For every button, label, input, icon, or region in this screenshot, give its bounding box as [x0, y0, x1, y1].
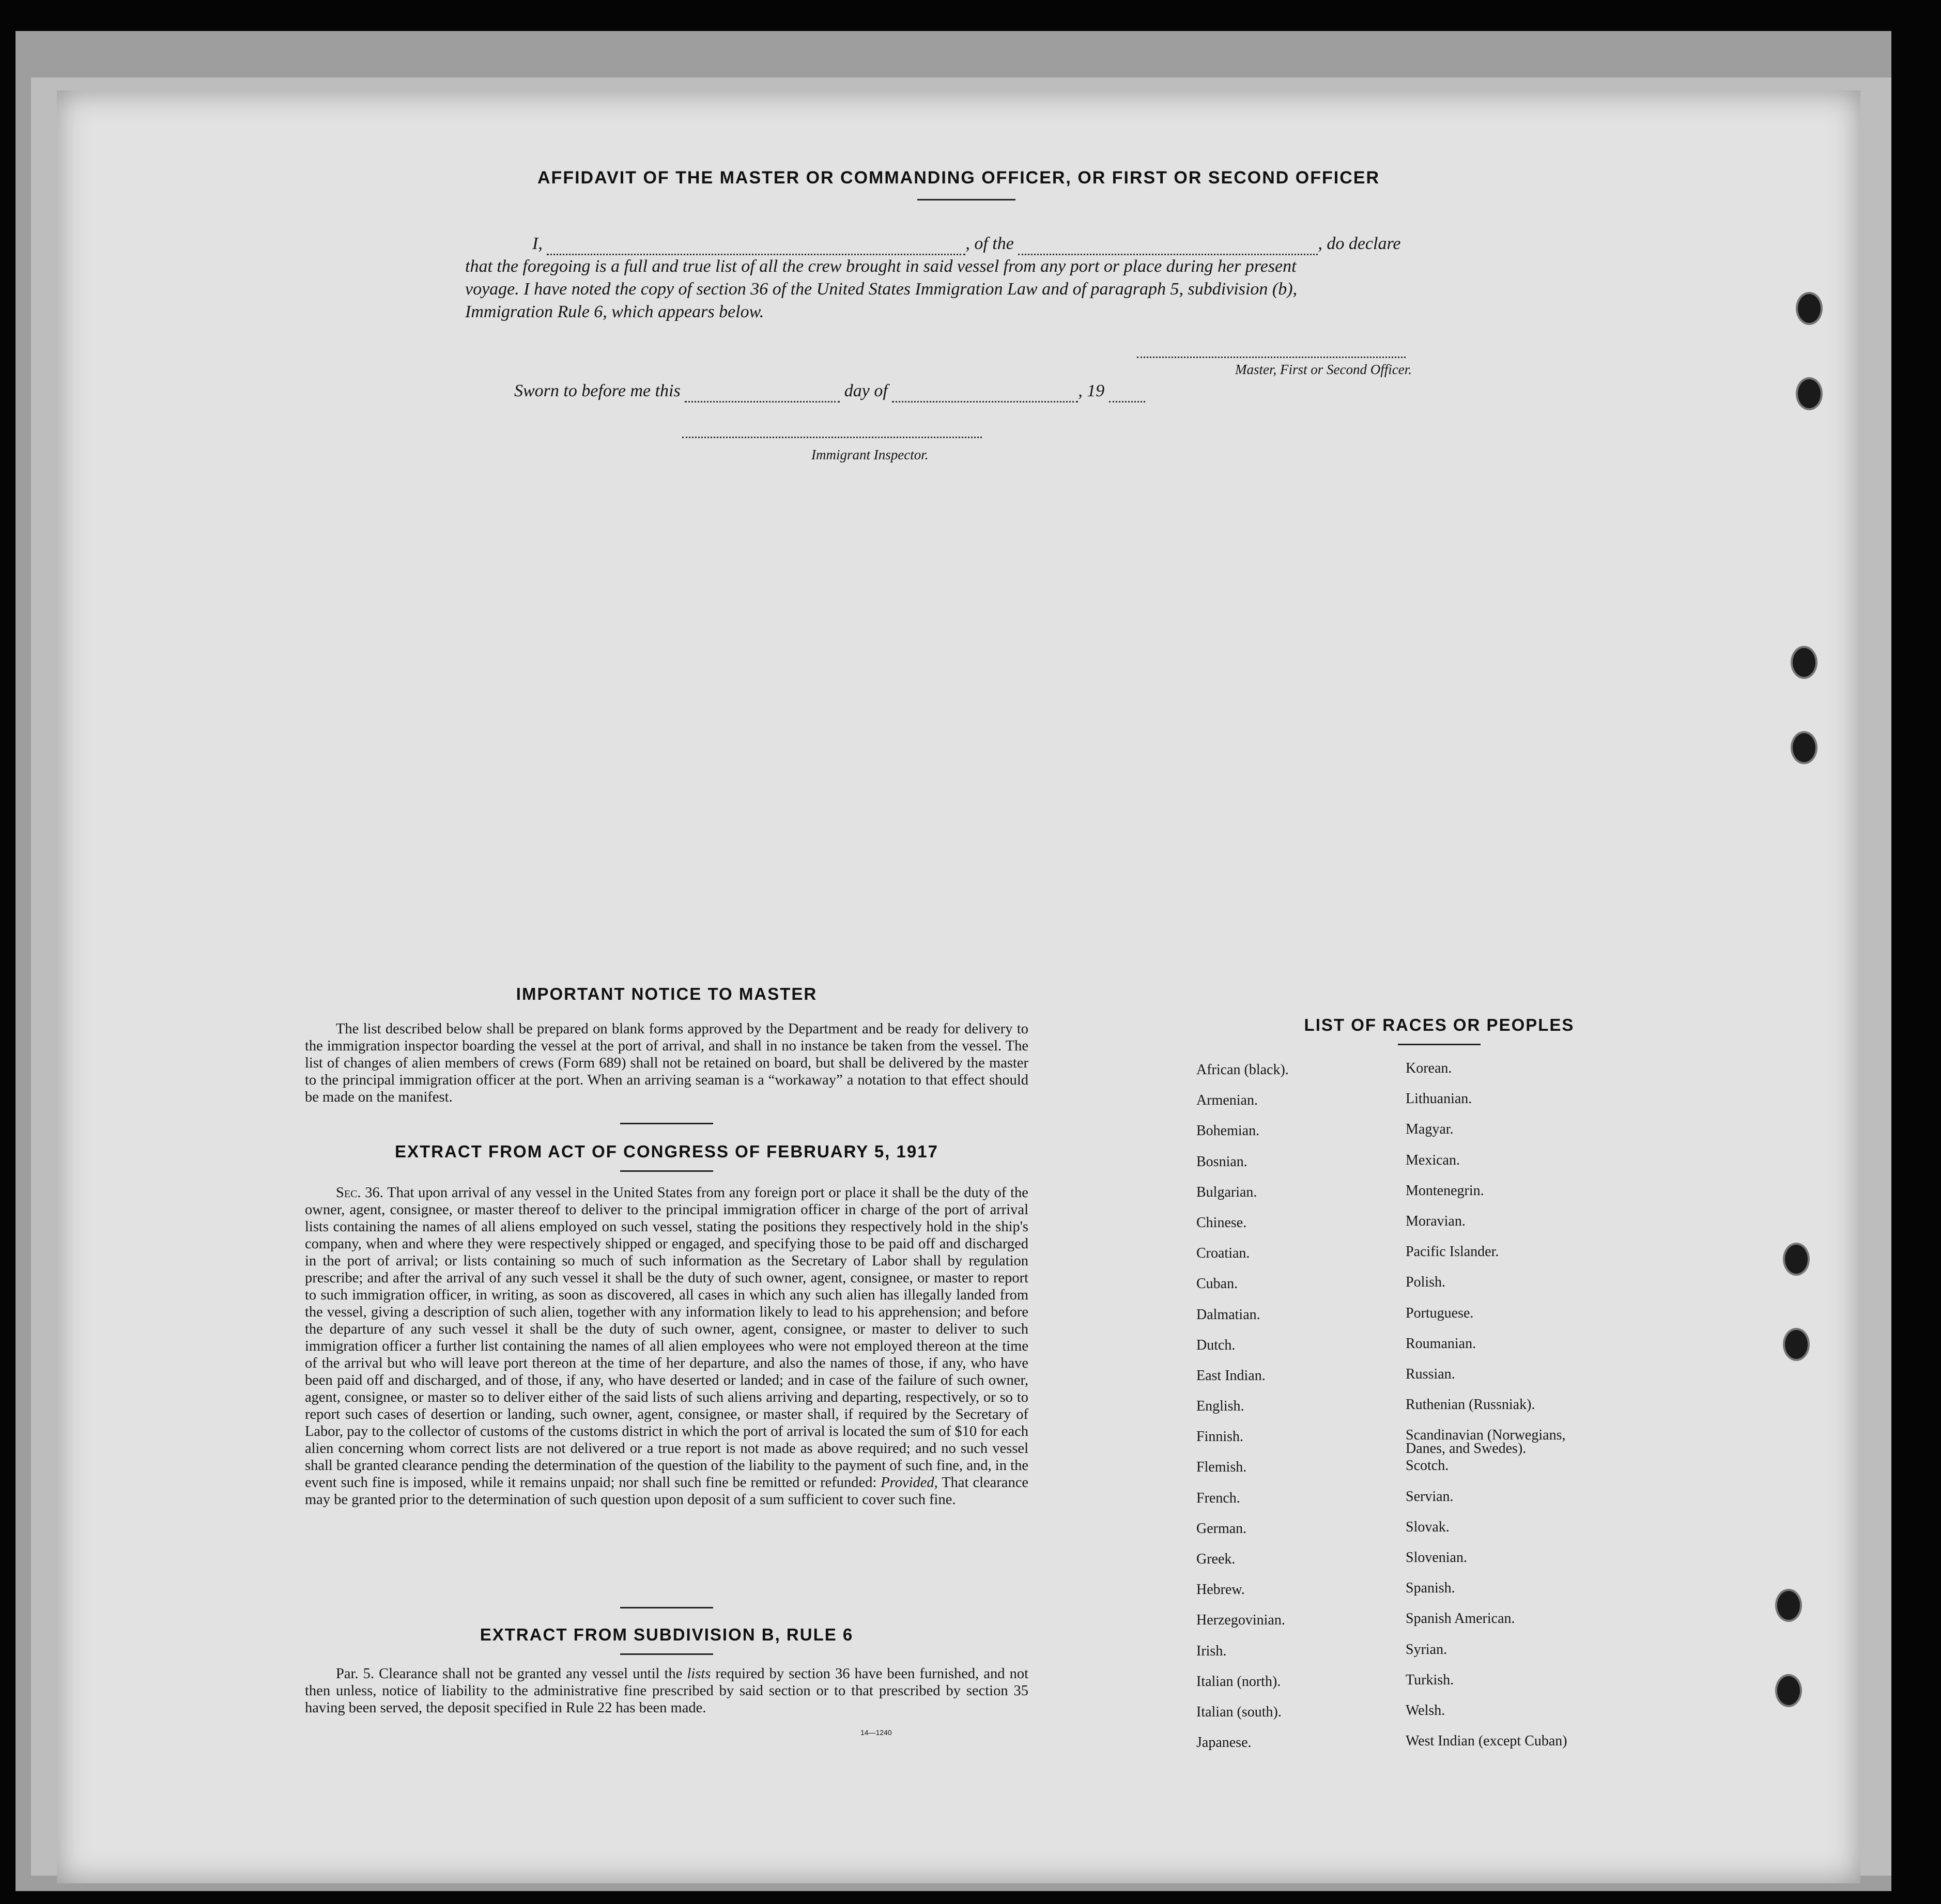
- race-item: Italian (north).: [1196, 1673, 1281, 1690]
- races-list: [1196, 1062, 1661, 1765]
- master-signature-line: [1137, 357, 1406, 358]
- affidavit-of-the: , of the: [965, 234, 1014, 253]
- affidavit-i-label: I,: [532, 234, 543, 253]
- race-item: German.: [1196, 1520, 1247, 1537]
- races-row: [1196, 1368, 1661, 1398]
- race-item: Slovak.: [1406, 1519, 1450, 1535]
- affidavit-line-3: voyage. I have noted the copy of section 36 of the United States Immigration Law and of paragraph 5, subdivision (b),: [465, 280, 1298, 299]
- race-item: Spanish American.: [1406, 1611, 1515, 1627]
- races-row: [1196, 1154, 1661, 1184]
- affidavit-heading: AFFIDAVIT OF THE MASTER OR COMMANDING OFFICER, OR FIRST OR SECOND OFFICER: [537, 168, 1380, 188]
- races-row: [1196, 1215, 1661, 1245]
- divider: [620, 1123, 713, 1124]
- race-item: Bohemian.: [1196, 1123, 1260, 1139]
- races-row: [1196, 1307, 1661, 1337]
- race-item: Dalmatian.: [1196, 1306, 1260, 1323]
- divider: [620, 1607, 713, 1608]
- sworn-day-of: day of: [844, 381, 888, 400]
- race-item: Russian.: [1406, 1366, 1455, 1382]
- master-signature-label: Master, First or Second Officer.: [1235, 362, 1412, 377]
- rule-text-2: required by section 36 have been furnished, and not then unless, notice of liability to the administrative fine prescribed by said section or to that prescribed by section 35 having been served, the deposit specified in Rule 22 has been made.: [305, 1666, 1029, 1716]
- race-item: Slovenian.: [1406, 1550, 1467, 1566]
- binder-hole-icon: [1791, 731, 1817, 764]
- race-item: Mexican.: [1406, 1152, 1460, 1168]
- race-item: Armenian.: [1196, 1092, 1258, 1109]
- race-item: Scandinavian (Norwegians, Danes, and Swedes).: [1406, 1427, 1566, 1457]
- race-item: Syrian.: [1406, 1641, 1447, 1658]
- race-item: Scotch.: [1406, 1458, 1449, 1474]
- race-item: East Indian.: [1196, 1367, 1266, 1384]
- binder-hole-icon: [1791, 646, 1817, 679]
- race-item: Portuguese.: [1406, 1305, 1474, 1321]
- races-row: [1196, 1671, 1661, 1704]
- rule-paragraph: [305, 1665, 1028, 1716]
- act-provided: Provided,: [881, 1475, 938, 1491]
- race-item: Bosnian.: [1196, 1153, 1247, 1170]
- divider: [620, 1170, 713, 1172]
- races-row: [1196, 1123, 1661, 1153]
- race-item: Welsh.: [1406, 1702, 1445, 1719]
- race-item: Dutch.: [1196, 1337, 1236, 1353]
- affidavit-declare: , do declare: [1318, 234, 1401, 253]
- divider: [620, 1653, 713, 1655]
- races-row: [1196, 1521, 1661, 1551]
- races-row: [1196, 1184, 1661, 1215]
- races-row: [1196, 1337, 1661, 1368]
- races-row: [1196, 1735, 1661, 1765]
- binder-hole-icon: [1783, 1243, 1810, 1276]
- race-item: Irish.: [1196, 1643, 1227, 1659]
- races-row: [1196, 1245, 1661, 1276]
- race-item: Korean.: [1406, 1060, 1452, 1076]
- race-item: Bulgarian.: [1196, 1184, 1257, 1200]
- race-item: Herzegovinian.: [1196, 1612, 1285, 1629]
- notice-heading: IMPORTANT NOTICE TO MASTER: [516, 984, 818, 1003]
- races-row: [1196, 1398, 1661, 1429]
- form-number: 14—1240: [860, 1728, 892, 1737]
- act-paragraph: [305, 1184, 1028, 1508]
- race-item: Pacific Islander.: [1406, 1244, 1499, 1260]
- race-item: Ruthenian (Russniak).: [1406, 1397, 1535, 1413]
- race-item: Servian.: [1406, 1488, 1454, 1505]
- race-item: Hebrew.: [1196, 1582, 1245, 1598]
- rule-text-1: Clearance shall not be granted any vessel until the: [379, 1666, 683, 1682]
- divider: [1398, 1044, 1481, 1045]
- notice-paragraph: The list described below shall be prepared on blank forms approved by the Department and be ready for delivery to the immigration inspector boarding the vessel at the port of arrival, and shall in no instance be taken from the vessel. The list of changes of alien members of crews (Form 689) shall not be retained on board, but shall be delivered by the master to the principal immigration officer at the port. When an arriving seaman is a “workaway” a notation to that effect should be made on the manifest.: [305, 1021, 1028, 1105]
- rule-lists: lists: [687, 1666, 711, 1682]
- race-item: Croatian.: [1196, 1245, 1250, 1262]
- inspector-signature-label: Immigrant Inspector.: [811, 447, 929, 462]
- officer-name-blank: [547, 238, 965, 255]
- rule-heading: EXTRACT FROM SUBDIVISION B, RULE 6: [480, 1625, 854, 1644]
- races-row: [1196, 1643, 1661, 1674]
- binder-hole-icon: [1775, 1589, 1802, 1622]
- divider: [917, 199, 1015, 200]
- binder-hole-icon: [1783, 1328, 1810, 1361]
- sworn-day-blank: [685, 385, 840, 403]
- race-item: Italian (south).: [1196, 1704, 1282, 1720]
- race-item: English.: [1196, 1398, 1244, 1415]
- races-row: [1196, 1490, 1661, 1521]
- race-item: French.: [1196, 1490, 1240, 1506]
- act-section-label: Sec. 36.: [336, 1185, 383, 1201]
- races-row: [1196, 1062, 1661, 1092]
- race-item: Finnish.: [1196, 1429, 1244, 1445]
- race-item: Flemish.: [1196, 1459, 1247, 1476]
- race-item: West Indian (except Cuban): [1406, 1733, 1567, 1750]
- affidavit-line-4: Immigration Rule 6, which appears below.: [465, 302, 764, 321]
- sworn-year-blank: [1109, 385, 1145, 403]
- document-page: [57, 90, 1860, 1883]
- races-row: [1196, 1429, 1661, 1459]
- races-row: [1196, 1092, 1661, 1123]
- binder-hole-icon: [1796, 292, 1823, 325]
- inspector-signature-line: [682, 437, 982, 438]
- binder-hole-icon: [1775, 1674, 1802, 1707]
- race-item: Turkish.: [1406, 1671, 1454, 1688]
- races-row: [1196, 1612, 1661, 1643]
- race-item: Roumanian.: [1406, 1335, 1476, 1352]
- race-item: Greek.: [1196, 1551, 1236, 1567]
- race-item: Japanese.: [1196, 1735, 1252, 1751]
- race-item: Cuban.: [1196, 1276, 1238, 1292]
- races-row: [1196, 1459, 1661, 1490]
- race-item: Magyar.: [1406, 1121, 1454, 1138]
- race-item: Polish.: [1406, 1274, 1446, 1291]
- race-item: Lithuanian.: [1406, 1091, 1472, 1107]
- race-item: Moravian.: [1406, 1213, 1466, 1229]
- races-row: [1196, 1276, 1661, 1306]
- race-item: Chinese.: [1196, 1214, 1247, 1231]
- vessel-name-blank: [1018, 238, 1318, 255]
- sworn-year: , 19: [1078, 381, 1105, 400]
- race-item: Montenegrin.: [1406, 1182, 1484, 1199]
- sworn-prefix: Sworn to before me this: [514, 381, 681, 400]
- affidavit-line-2: that the foregoing is a full and true list of all the crew brought in said vessel from any port or place during her present: [465, 257, 1297, 276]
- act-heading: EXTRACT FROM ACT OF CONGRESS OF FEBRUARY 5, 1917: [395, 1142, 938, 1161]
- races-heading: LIST OF RACES OR PEOPLES: [1304, 1015, 1575, 1034]
- rule-par-label: Par. 5.: [336, 1666, 375, 1682]
- act-text-end: That clearance may be granted prior to the determination of such question upon deposit of a sum sufficient to cover such fine.: [305, 1475, 1029, 1508]
- races-row: [1196, 1704, 1661, 1735]
- sworn-month-blank: [892, 385, 1078, 403]
- sworn-line: [514, 380, 1289, 403]
- binder-hole-icon: [1796, 377, 1823, 410]
- affidavit-line-1: [465, 233, 1530, 255]
- races-row: [1196, 1551, 1661, 1582]
- races-row: [1196, 1582, 1661, 1612]
- race-item: Spanish.: [1406, 1580, 1455, 1597]
- race-item: African (black).: [1196, 1062, 1289, 1078]
- act-text: That upon arrival of any vessel in the United States from any foreign port or place it shall be the duty of the owner, agent, consignee, or master thereof to deliver to the principal immigration officer in charge of the port of arrival lists containing the names of all aliens employed on such vessel, stating the positions they respectively hold in the ship's company, when and where they were respectively shipped or engaged, and specifying those to be paid off and discharged in the port of arrival; or lists containing so much of such information as the Secretary of Labor shall by regulation prescribe; and after the arrival of any such vessel it shall be the duty of such owner, agent, consignee, or master to report to such immigration officer, in writing, as soon as discovered, all cases in which any such alien has illegally landed from the vessel, giving a description of such alien, together with any information likely to lead to his apprehension; and before the departure of any such vessel it shall be the duty of such owner, agent, consignee, or master to deliver to such immigration officer a further list containing the names of all alien employees who were not employed thereon at the time of the arrival but who will leave port thereon at the time of her departure, and also the names of those, if any, who have been paid off and discharged, and of those, if any, who have deserted or landed; and in case of the failure of such owner, agent, consignee, or master so to deliver either of the said lists of such aliens arriving and departing, respectively, or so to report such cases of desertion or landing, such owner, agent, consignee, or master shall, if required by the Secretary of Labor, pay to the collector of customs of the customs district in which the port of arrival is located the sum of $10 for each alien concerning whom correct lists are not delivered or a true report is not made as above required; and no such vessel shall be granted clearance pending the determination of the question of the liability to the payment of such fine, and, in the event such fine is imposed, while it remains unpaid; nor shall such fine be remitted or refunded:: [305, 1185, 1028, 1491]
